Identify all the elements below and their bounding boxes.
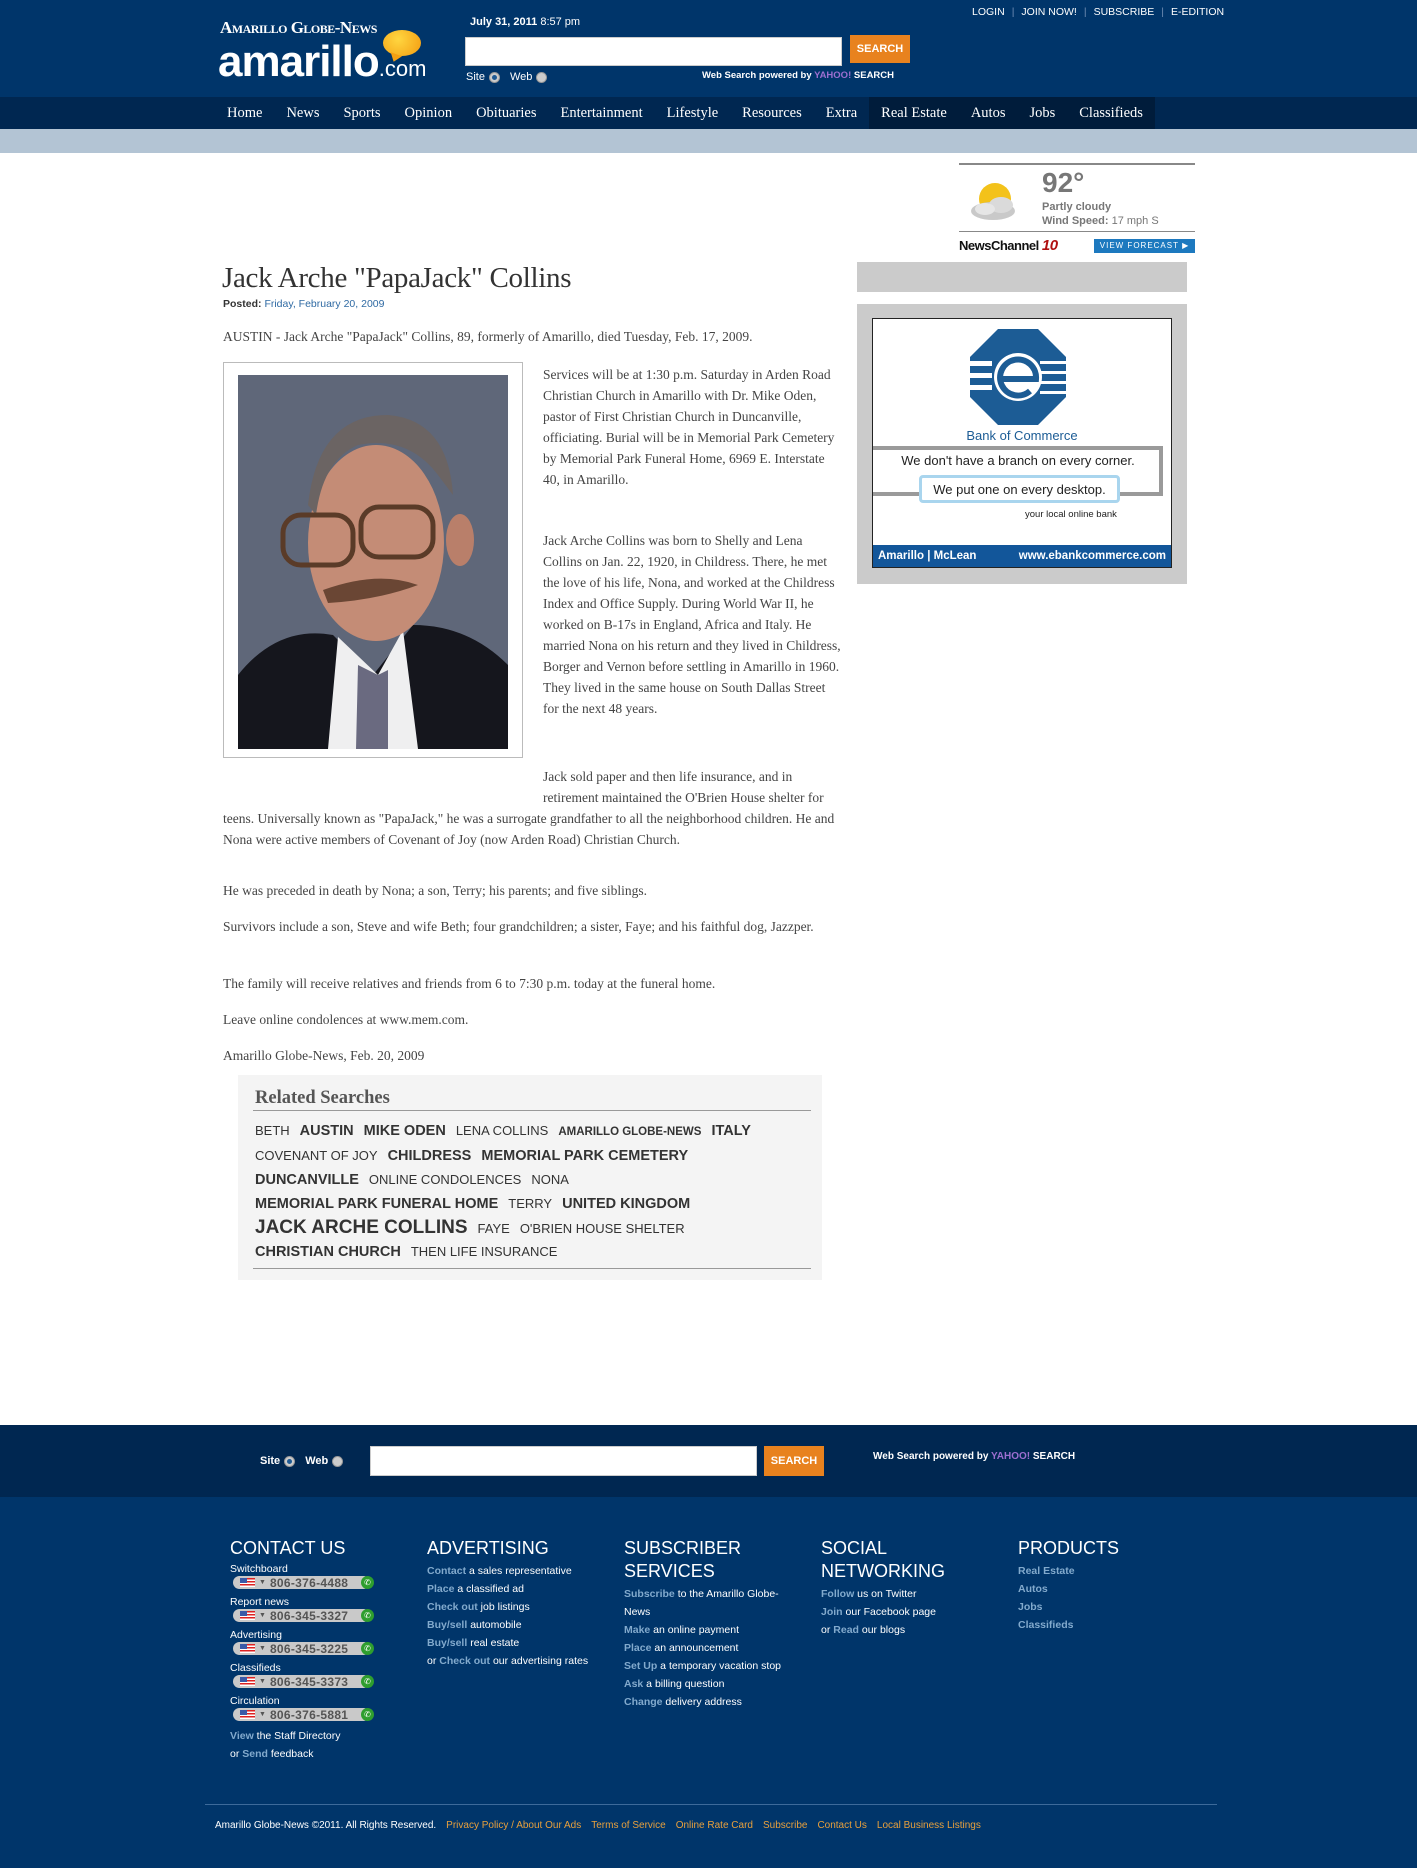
heading-line: SOCIAL [821,1538,888,1558]
sidebar-placeholder [857,262,1187,292]
related-search-tag[interactable]: THEN LIFE INSURANCE [410,1244,558,1259]
footer-search-button[interactable]: SEARCH [764,1446,824,1476]
nav-lifestyle[interactable]: Lifestyle [666,105,719,121]
related-searches-heading: Related Searches [255,1088,390,1108]
product-link[interactable]: Real Estate [1018,1565,1075,1577]
product-links [1018,1562,1198,1634]
related-search-tag[interactable]: LENA COLLINS [455,1123,549,1138]
link-description: our advertising rates [490,1655,589,1667]
link-description: the Staff Directory [253,1730,341,1742]
footer-products-column [1018,1537,1198,1634]
footer-link-row [1018,1598,1198,1616]
footer-link[interactable]: Change [624,1696,663,1708]
nav-real-estate[interactable]: Real Estate [881,105,947,121]
footer-bottom-link[interactable]: Subscribe [762,1820,808,1831]
footer-link-row [1018,1616,1198,1634]
product-link[interactable]: Classifieds [1018,1619,1074,1631]
yahoo-brand: YAHOO! [814,70,852,81]
nav-obituaries[interactable]: Obituaries [476,105,537,121]
temperature: 92° [1042,167,1085,198]
obituary-photo-frame [223,362,523,758]
footer-heading: CONTACT US [230,1538,346,1558]
divider: | [1011,6,1015,18]
phone-number: 806-376-4488 [269,1575,349,1590]
related-search-tag[interactable]: AMARILLO GLOBE-NEWS [558,1126,702,1138]
classifieds-nav-group [869,97,1155,129]
advertising-links [427,1562,612,1670]
article-paragraph [223,766,843,850]
related-search-tag[interactable]: O'BRIEN HOUSE SHELTER [519,1221,685,1236]
provider-name: NewsChannel [959,238,1039,253]
bank-of-commerce-ad[interactable] [872,318,1172,568]
footer-powered-by-yahoo [873,1451,1075,1462]
divider [959,231,1195,232]
footer-link-row [624,1675,804,1693]
footer-heading: ADVERTISING [427,1538,549,1558]
click-to-call-widget[interactable] [233,1576,370,1589]
related-search-tag[interactable]: CHRISTIAN CHURCH [255,1244,401,1260]
footer-link[interactable]: Join [821,1606,843,1618]
footer-link-row [427,1562,612,1580]
link-description: a temporary vacation stop [657,1660,781,1672]
provider-number: 10 [1041,237,1058,254]
link-description: an announcement [651,1642,739,1654]
phone-call-icon[interactable]: ✆ [361,1642,374,1655]
powered-suffix: SEARCH [853,70,895,81]
related-search-tag[interactable]: NONA [531,1172,569,1187]
phone-label: Classifieds [230,1662,281,1674]
click-to-call-widget[interactable] [233,1609,370,1622]
click-to-call-widget[interactable] [233,1708,370,1721]
posted-label: Posted: [223,298,262,310]
divider [253,1110,811,1111]
ad-tagline: your local online bank [1025,509,1117,520]
us-flag-icon [240,1710,255,1719]
obituary-photo[interactable] [238,375,508,749]
related-search-tag[interactable]: AUSTIN [299,1123,354,1139]
ad-subheadline: We put one on every desktop. [919,475,1120,503]
logo-suffix: .com [378,56,427,81]
nav-home[interactable]: Home [227,105,263,121]
photo-float-spacer [223,766,543,808]
link-description: real estate [467,1637,520,1649]
footer-contact-column [230,1537,410,1763]
ad-url[interactable]: www.ebankcommerce.com [1018,550,1166,562]
product-link[interactable]: Autos [1018,1583,1048,1595]
phone-label: Circulation [230,1695,280,1707]
current-time: 8:57 pm [540,16,581,28]
footer-link-row [624,1693,804,1711]
dropdown-caret-icon[interactable]: ▼ [259,1711,266,1718]
phone-call-icon[interactable]: ✆ [361,1675,374,1688]
footer-link[interactable]: Check out [427,1601,478,1613]
posted-date-value: Friday, February 20, 2009 [264,298,385,310]
nav-extra[interactable]: Extra [825,105,858,121]
footer-heading: PRODUCTS [1018,1538,1120,1558]
footer-search-bar [0,1425,1417,1497]
link-description: a billing question [643,1678,725,1690]
social-links [821,1585,1001,1639]
ad-headline: We don't have a branch on every corner. [901,453,1135,468]
footer-link-row [624,1621,804,1639]
weather-widget [959,163,1195,255]
footer-link[interactable]: View [230,1730,254,1742]
article-paragraph-text: Jack sold paper and then life insurance, and in retirement maintained the O'Brien House shelter for teens. Universally known as "PapaJack," he was a surrogate grandfather to all the neighborhood children. He and Nona were active members of Covenant of Joy (now Arden Road) Christian Church. [223,769,835,847]
phone-label: Report news [230,1596,289,1608]
us-flag-icon [240,1677,255,1686]
footer-search-input[interactable] [370,1446,757,1476]
wind-speed [1042,215,1159,228]
footer-bottom-link[interactable]: Terms of Service [591,1820,666,1831]
divider: | [1083,6,1087,18]
footer-link-row [1018,1562,1198,1580]
related-search-tag[interactable]: ITALY [711,1123,751,1139]
phone-list [230,1562,410,1721]
click-to-call-widget[interactable] [233,1675,370,1688]
search-input[interactable] [465,37,842,66]
related-search-tag[interactable]: DUNCANVILLE [255,1172,359,1188]
link-description: a sales representative [466,1565,572,1577]
footer-radio-web-label: Web [305,1455,329,1467]
footer-link-row [1018,1580,1198,1598]
footer-link-row [427,1652,612,1670]
search-button[interactable]: SEARCH [850,35,910,63]
link-description: a classified ad [454,1583,524,1595]
main-nav [0,97,1417,129]
article-paragraph: The family will receive relatives and friends from 6 to 7:30 p.m. today at the funeral home. [223,976,716,991]
dropdown-caret-icon[interactable]: ▼ [259,1678,266,1685]
us-flag-icon [240,1578,255,1587]
sub-nav-bar [0,129,1417,153]
related-search-tag[interactable]: BETH [255,1123,290,1138]
ad-footer [873,545,1171,567]
footer-link[interactable]: Buy/sell [427,1637,468,1649]
footer-link[interactable]: Buy/sell [427,1619,468,1631]
footer-social-column [821,1537,1001,1639]
footer-link[interactable]: Read [833,1624,859,1636]
footer-bottom-link[interactable]: Contact Us [817,1820,867,1831]
related-search-tag[interactable]: TERRY [508,1196,553,1211]
article-paragraph: Survivors include a son, Steve and wife Beth; four grandchildren; a sister, Faye; and his faithful dog, Jazzper. [223,919,814,934]
posted-date [223,298,384,311]
related-search-tag[interactable]: FAYE [477,1221,510,1236]
phone-number: 806-376-5881 [269,1707,349,1722]
dropdown-caret-icon[interactable]: ▼ [259,1645,266,1652]
footer-search-scope [260,1455,343,1467]
footer-bottom-link[interactable]: Privacy Policy / About Our Ads [446,1820,582,1831]
link-description: an online payment [650,1624,739,1636]
subscribe-link[interactable]: SUBSCRIBE [1093,6,1155,18]
link-prefix: or [230,1748,243,1760]
footer-radio-site[interactable] [284,1456,295,1467]
footer-link-row [821,1585,1001,1603]
bank-of-commerce-logo-icon [968,327,1068,427]
nav-news[interactable]: News [286,105,320,121]
footer-link-row [821,1621,1001,1639]
radio-site-label: Site [466,71,485,83]
ad-bank-name: Bank of Commerce [966,428,1078,443]
nav-autos[interactable]: Autos [970,105,1006,121]
radio-site[interactable] [489,72,500,83]
click-to-call-widget[interactable] [233,1642,370,1655]
footer-advertising-column [427,1537,612,1670]
article-lead: AUSTIN - Jack Arche "PapaJack" Collins, 89, formerly of Amarillo, died Tuesday, Feb. 17, 2009. [223,329,753,344]
copyright-bar [215,1820,981,1831]
yahoo-brand: YAHOO! [991,1451,1031,1462]
account-links [972,6,1224,18]
speech-bubble-icon [383,30,421,56]
wind-label: Wind Speed: [1042,215,1109,227]
dropdown-caret-icon[interactable]: ▼ [259,1612,266,1619]
footer-link-row [427,1634,612,1652]
footer-link[interactable]: Contact [427,1565,467,1577]
footer-link-row [427,1580,612,1598]
footer-link-row [427,1598,612,1616]
footer-link[interactable]: Ask [624,1678,644,1690]
wind-value: 17 mph S [1111,215,1159,227]
footer-radio-web[interactable] [332,1456,343,1467]
footer-link-row [624,1657,804,1675]
weather-provider-logo[interactable] [959,237,1058,254]
footer-link[interactable]: Subscribe [624,1588,675,1600]
link-description: feedback [267,1748,314,1760]
related-tag-cloud [255,1119,815,1264]
nav-opinion[interactable]: Opinion [404,105,453,121]
related-search-tag[interactable]: CHILDRESS [387,1148,472,1164]
article-paragraph: Amarillo Globe-News, Feb. 20, 2009 [223,1048,425,1063]
related-search-tag[interactable]: ONLINE CONDOLENCES [368,1172,522,1187]
current-datetime [470,16,580,28]
related-search-tag[interactable]: MEMORIAL PARK CEMETERY [481,1148,689,1164]
ad-locations: Amarillo | McLean [878,550,977,562]
join-now-link[interactable]: JOIN NOW! [1021,6,1077,18]
current-date: July 31, 2011 [470,16,538,28]
footer-link[interactable]: Set Up [624,1660,658,1672]
link-description: us on Twitter [854,1588,917,1600]
link-description: our Facebook page [842,1606,936,1618]
divider: | [1161,6,1164,18]
link-description: our blogs [858,1624,906,1636]
subscriber-links [624,1585,804,1711]
footer-link[interactable]: Place [624,1642,652,1654]
logo-publication-name[interactable]: Amarillo Globe-News [220,18,377,37]
footer-link[interactable]: Make [624,1624,651,1636]
dropdown-caret-icon[interactable]: ▼ [259,1579,266,1586]
divider [253,1268,811,1269]
radio-web-label: Web [509,71,533,83]
footer-link-row [230,1727,410,1745]
footer-link-row [427,1616,612,1634]
us-flag-icon [240,1611,255,1620]
site-header [0,0,1417,97]
footer-link-row [624,1639,804,1657]
article-paragraph: Services will be at 1:30 p.m. Saturday in Arden Road Christian Church in Amarillo with Dr. Mike Oden, pastor of First Christian Church in Duncanville, officiating. Burial will be in Memorial Park Cemetery by Memorial Park Funeral Home, 6969 E. Interstate 40, in Amarillo. [543,367,835,487]
link-description: delivery address [662,1696,742,1708]
heading-line: SERVICES [624,1561,715,1581]
heading-line: SUBSCRIBER [624,1538,742,1558]
article-paragraph-wrap [223,766,843,850]
footer-link[interactable]: Check out [439,1655,491,1667]
footer-subscriber-column [624,1537,804,1711]
footer-link[interactable]: Place [427,1583,455,1595]
powered-prefix: Web Search powered by [702,70,812,81]
contact-links [230,1727,410,1763]
footer-bottom-link[interactable]: Online Rate Card [675,1820,753,1831]
nav-classifieds[interactable]: Classifieds [1079,105,1143,121]
link-prefix: or [821,1624,834,1636]
related-search-tag[interactable]: MEMORIAL PARK FUNERAL HOME [255,1196,499,1212]
article-paragraph: Leave online condolences at www.mem.com. [223,1012,469,1027]
login-link[interactable]: LOGIN [972,6,1005,18]
divider [205,1804,1217,1805]
footer-heading [821,1537,1001,1583]
phone-number: 806-345-3327 [269,1608,349,1623]
us-flag-icon [240,1644,255,1653]
weather-condition: Partly cloudy [1042,201,1112,213]
phone-number: 806-345-3225 [269,1641,349,1656]
phone-call-icon[interactable]: ✆ [361,1708,374,1721]
link-prefix: or [427,1655,440,1667]
nav-jobs[interactable]: Jobs [1029,105,1056,121]
search-scope [466,71,547,83]
article-paragraph: Jack Arche Collins was born to Shelly and Lena Collins on Jan. 22, 1920, in Childress. There, he met the love of his life, Nona, and worked at the Childress Index and Office Supply. During World War II, he worked on B-17s in England, Africa and Italy. He married Nona on his return and they lived in Childress, Borger and Vernon before settling in Amarillo in 1960. They lived in the same house on South Dallas Street for the next 48 years. [543,533,841,716]
e-edition-link[interactable]: E-EDITION [1171,6,1225,18]
copyright-text: Amarillo Globe-News ©2011. All Rights Reserved. [215,1820,437,1831]
footer-bottom-link[interactable]: Local Business Listings [876,1820,981,1831]
link-description: to the Amarillo Globe-News [624,1588,779,1618]
related-search-tag[interactable]: MIKE ODEN [363,1123,446,1139]
footer-link[interactable]: Send [242,1748,268,1760]
view-forecast-button[interactable]: VIEW FORECAST ▶ [1094,239,1195,253]
footer-heading [624,1537,804,1583]
link-description: job listings [477,1601,530,1613]
footer-radio-site-label: Site [260,1455,281,1467]
powered-suffix: SEARCH [1032,1451,1076,1462]
footer-link-row [624,1585,804,1621]
partly-cloudy-icon [965,179,1025,227]
phone-call-icon[interactable]: ✆ [361,1609,374,1622]
nav-entertainment[interactable]: Entertainment [560,105,643,121]
nav-resources[interactable]: Resources [742,105,802,121]
related-search-tag[interactable]: COVENANT OF JOY [255,1148,378,1163]
related-searches [238,1075,822,1280]
product-link[interactable]: Jobs [1018,1601,1043,1613]
advertisement [857,304,1187,584]
powered-by-yahoo [702,70,894,81]
heading-line: NETWORKING [821,1561,945,1581]
phone-number: 806-345-3373 [269,1674,349,1689]
phone-label: Advertising [230,1629,282,1641]
logo-text: amarillo [218,37,379,86]
site-footer [0,1497,1417,1868]
phone-call-icon[interactable]: ✆ [361,1576,374,1589]
powered-prefix: Web Search powered by [873,1451,989,1462]
related-search-tag[interactable]: UNITED KINGDOM [562,1196,691,1212]
article-paragraph: He was preceded in death by Nona; a son, Terry; his parents; and five siblings. [223,883,647,898]
footer-link[interactable]: Follow [821,1588,855,1600]
phone-label: Switchboard [230,1563,288,1575]
related-search-tag[interactable]: JACK ARCHE COLLINS [255,1217,468,1238]
radio-web[interactable] [536,72,547,83]
footer-link-row [821,1603,1001,1621]
footer-link-row [230,1745,410,1763]
nav-sports[interactable]: Sports [343,105,381,121]
article-title: Jack Arche "PapaJack" Collins [222,262,572,294]
link-description: automobile [467,1619,522,1631]
